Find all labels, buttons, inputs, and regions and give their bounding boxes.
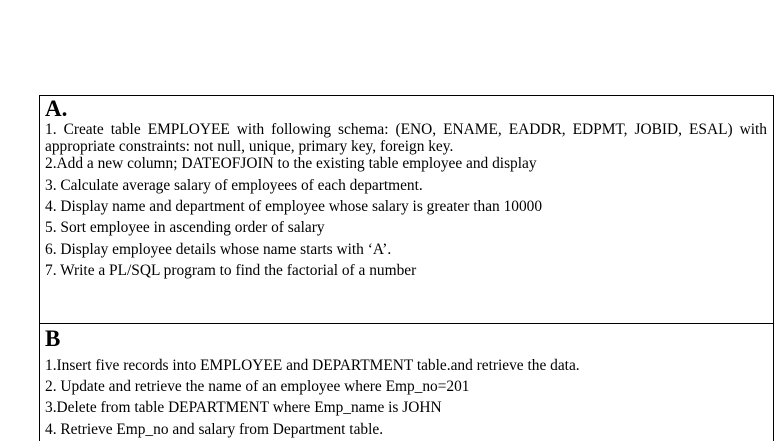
section-a-item-1: 1. Create table EMPLOYEE with following schema: (ENO, ENAME, EADDR, EDPMT, JOBID, ESAL) with appropriate constraints: not null, unique, primary key, foreign key. <box>45 121 767 155</box>
section-b-title: B <box>45 326 61 351</box>
section-b-item-2: 2. Update and retrieve the name of an employee where Emp_no=201 <box>45 378 470 395</box>
section-a-item-5: 5. Sort employee in ascending order of salary <box>45 219 325 236</box>
section-a-item-6: 6. Display employee details whose name starts with ‘A’. <box>45 241 392 258</box>
questions-table <box>39 95 774 441</box>
section-a-item-2: 2.Add a new column; DATEOFJOIN to the existing table employee and display <box>45 155 537 172</box>
section-a-item-4: 4. Display name and department of employee whose salary is greater than 10000 <box>45 198 543 215</box>
section-a-title: A. <box>45 96 68 121</box>
section-b-item-3: 3.Delete from table DEPARTMENT where Emp_name is JOHN <box>45 399 442 416</box>
section-b-item-1: 1.Insert five records into EMPLOYEE and DEPARTMENT table.and retrieve the data. <box>45 357 580 374</box>
section-divider <box>40 323 773 324</box>
section-b-item-4: 4. Retrieve Emp_no and salary from Department table. <box>45 421 384 438</box>
section-a-item-7: 7. Write a PL/SQL program to find the factorial of a number <box>45 262 417 279</box>
section-a-item-3: 3. Calculate average salary of employees of each department. <box>45 177 423 194</box>
